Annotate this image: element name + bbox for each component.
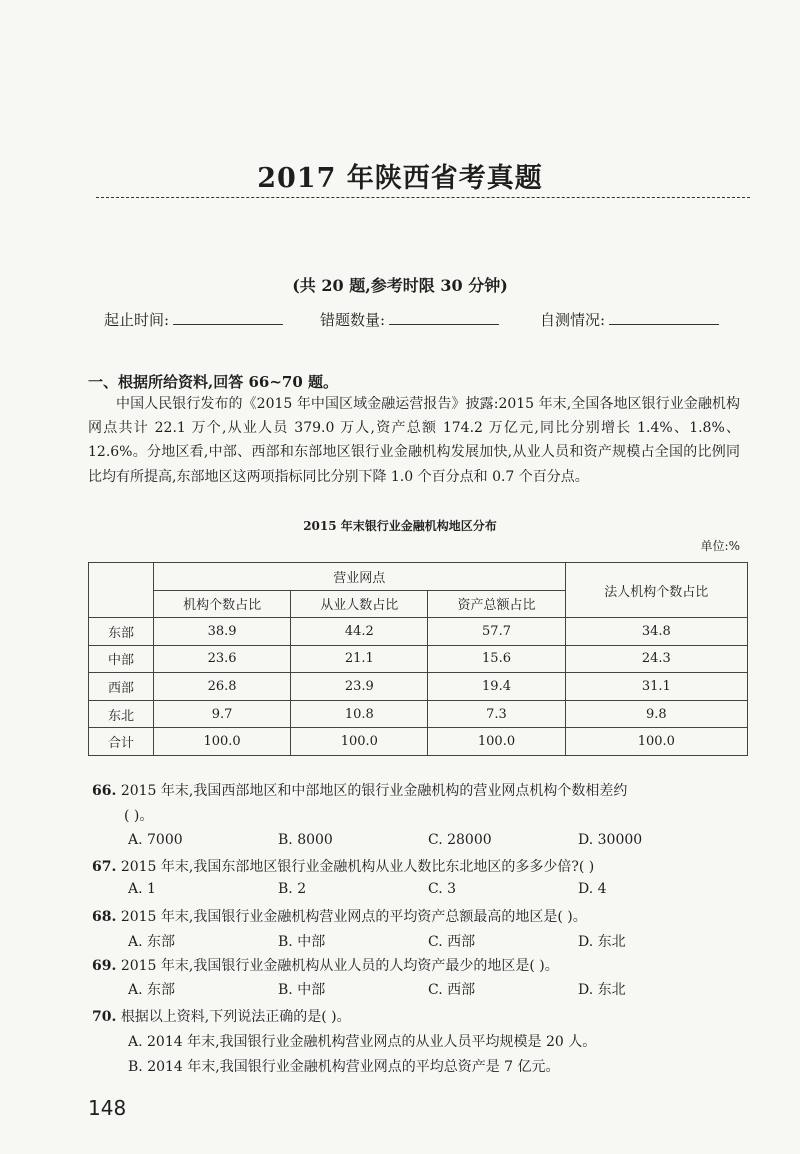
option: D. 4 — [578, 881, 607, 897]
question-text: 根据以上资料,下列说法正确的是( )。 — [120, 1009, 351, 1025]
option: B. 中部 — [278, 934, 326, 950]
exam-subtitle: (共 20 题,参考时限 30 分钟) — [292, 276, 508, 295]
question-number: 68. — [92, 909, 117, 925]
row-region: 西部 — [89, 673, 154, 701]
table-cell: 15.6 — [428, 645, 565, 673]
table-row — [89, 700, 748, 728]
table-cell: 31.1 — [565, 673, 747, 701]
start-time-blank — [173, 310, 283, 325]
question-69-options — [128, 979, 728, 999]
table-unit: 单位:% — [700, 539, 740, 553]
question-number: 67. — [92, 859, 117, 875]
table-cell: 24.3 — [565, 645, 747, 673]
question-number: 70. — [92, 1009, 117, 1025]
column-header: 从业人数占比 — [291, 590, 428, 618]
title-divider — [96, 197, 750, 198]
question-68 — [92, 906, 587, 926]
option: D. 东北 — [578, 934, 626, 950]
distribution-table — [88, 562, 748, 756]
table-cell: 23.6 — [154, 645, 291, 673]
question-69 — [92, 955, 559, 975]
table-cell: 44.2 — [291, 618, 428, 646]
option: B. 8000 — [278, 832, 333, 848]
option: A. 东部 — [128, 982, 176, 998]
option: C. 3 — [428, 881, 457, 897]
table-cell: 38.9 — [154, 618, 291, 646]
table-row — [89, 728, 748, 756]
table-row — [89, 645, 748, 673]
question-text: 2015 年末,我国银行业金融机构营业网点的平均资产总额最高的地区是( )。 — [120, 909, 587, 925]
row-region: 东北 — [89, 700, 154, 728]
option: C. 28000 — [428, 832, 492, 848]
table-cell: 34.8 — [565, 618, 747, 646]
material-paragraph: 中国人民银行发布的《2015 年中国区域金融运营报告》披露:2015 年末,全国各地区银行业金融机构网点共计 22.1 万个,从业人员 379.0 万人,资产总额 174.2 万亿元,同比分别增长 1.4%、1.8%、12.6%。分地区看,中部、西部和东部地区银行业金融机构发展加快,从业人员和资产规模占全国的比例同比均有所提高,东部地区这两项指标同比分别下降 1.0 个百分点和 0.7 个百分点。 — [88, 396, 740, 485]
row-region: 中部 — [89, 645, 154, 673]
question-67 — [92, 856, 594, 876]
question-number: 66. — [92, 783, 117, 799]
table-cell: 9.8 — [565, 700, 747, 728]
question-text: 2015 年末,我国西部地区和中部地区的银行业金融机构的营业网点机构个数相差约 — [120, 783, 628, 799]
table-cell: 57.7 — [428, 618, 565, 646]
table-cell: 100.0 — [428, 728, 565, 756]
question-66-options — [128, 832, 728, 848]
column-header: 机构个数占比 — [154, 590, 291, 618]
column-header: 法人机构个数占比 — [565, 563, 747, 618]
question-70-option-a: A. 2014 年末,我国银行业金融机构营业网点的从业人员平均规模是 20 人。 — [128, 1034, 597, 1050]
question-70-option-b: B. 2014 年末,我国银行业金融机构营业网点的平均总资产是 7 亿元。 — [128, 1059, 560, 1075]
table-cell: 23.9 — [291, 673, 428, 701]
question-text: 2015 年末,我国银行业金融机构从业人员的人均资产最少的地区是( )。 — [120, 958, 559, 974]
question-66-blank: ( )。 — [124, 808, 154, 824]
table-row — [89, 673, 748, 701]
table-cell: 26.8 — [154, 673, 291, 701]
error-count-field — [320, 309, 499, 330]
start-time-field — [104, 309, 283, 330]
option: B. 2 — [278, 881, 307, 897]
question-text: 2015 年末,我国东部地区银行业金融机构从业人数比东北地区的多多少倍?( ) — [120, 859, 595, 875]
question-70 — [92, 1006, 351, 1026]
error-count-label: 错题数量: — [320, 311, 386, 329]
table-cell: 21.1 — [291, 645, 428, 673]
column-header: 资产总额占比 — [428, 590, 565, 618]
self-eval-label: 自测情况: — [540, 311, 606, 329]
page-number: 148 — [88, 1096, 127, 1120]
table-cell: 10.8 — [291, 700, 428, 728]
section-heading: 一、根据所给资料,回答 66~70 题。 — [88, 373, 338, 391]
table-cell: 7.3 — [428, 700, 565, 728]
page-title: 2017 年陕西省考真题 — [257, 163, 543, 194]
option: D. 30000 — [578, 832, 643, 848]
table-cell: 9.7 — [154, 700, 291, 728]
table-row — [89, 618, 748, 646]
question-68-options — [128, 931, 728, 951]
corner-cell — [89, 563, 154, 618]
table-cell: 19.4 — [428, 673, 565, 701]
error-count-blank — [389, 310, 499, 325]
table-title: 2015 年末银行业金融机构地区分布 — [303, 519, 497, 533]
option: A. 1 — [128, 881, 156, 897]
self-eval-field — [540, 309, 719, 330]
table-cell: 100.0 — [154, 728, 291, 756]
row-region: 合计 — [89, 728, 154, 756]
option: D. 东北 — [578, 982, 626, 998]
row-region: 东部 — [89, 618, 154, 646]
option: A. 7000 — [128, 832, 183, 848]
option: B. 中部 — [278, 982, 326, 998]
start-time-label: 起止时间: — [104, 311, 170, 329]
question-67-options — [128, 881, 728, 897]
group-header: 营业网点 — [154, 563, 566, 591]
question-66 — [92, 780, 627, 800]
option: C. 西部 — [428, 934, 476, 950]
table-cell: 100.0 — [565, 728, 747, 756]
option: A. 东部 — [128, 934, 176, 950]
self-eval-blank — [609, 310, 719, 325]
option: C. 西部 — [428, 982, 476, 998]
table-cell: 100.0 — [291, 728, 428, 756]
question-number: 69. — [92, 958, 117, 974]
